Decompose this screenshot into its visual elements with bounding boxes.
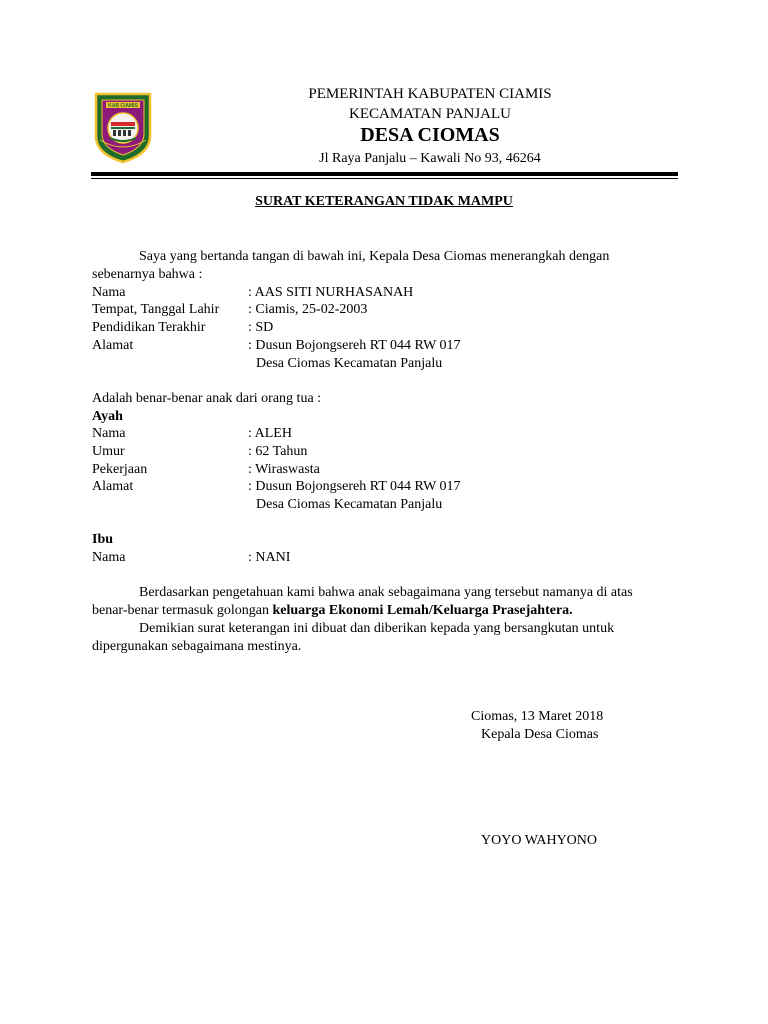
father-address-value-1: : Dusun Bojongsereh RT 044 RW 017 <box>248 479 461 494</box>
parents-intro: Adalah benar-benar anak dari orang tua : <box>92 391 322 406</box>
closing-p1-bold-text: keluarga Ekonomi Lemah/Keluarga Prasejahtera. <box>272 603 573 618</box>
letterhead-village: DESA CIOMAS <box>360 124 500 146</box>
kabupaten-ciamis-logo <box>94 92 152 164</box>
subject-address-value-1: : Dusun Bojongsereh RT 044 RW 017 <box>248 338 461 353</box>
letterhead-district: KECAMATAN PANJALU <box>348 106 511 122</box>
mother-heading: Ibu <box>92 532 114 547</box>
father-job-label: Pekerjaan <box>92 462 148 477</box>
letterhead-divider-thick <box>91 172 678 176</box>
letterhead-address: Jl Raya Panjalu – Kawali No 93, 46264 <box>319 151 541 166</box>
signature-position: Kepala Desa Ciomas <box>481 727 599 742</box>
subject-name-label: Nama <box>92 285 126 300</box>
father-address-label: Alamat <box>92 479 134 494</box>
mother-name-label: Nama <box>92 550 126 565</box>
closing-p1-line-2 <box>92 602 573 619</box>
closing-p1-line-1: Berdasarkan pengetahuan kami bahwa anak sebagaimana yang tersebut namanya di atas <box>139 585 633 600</box>
letterhead-divider-thin <box>91 178 678 179</box>
subject-birth-label: Tempat, Tanggal Lahir <box>92 302 220 317</box>
father-age-value: : 62 Tahun <box>248 444 308 459</box>
father-name-value: : ALEH <box>248 426 292 441</box>
mother-name-value: : NANI <box>248 550 291 565</box>
signature-name: YOYO WAHYONO <box>481 833 598 848</box>
father-name-label: Nama <box>92 426 126 441</box>
intro-line-1: Saya yang bertanda tangan di bawah ini, Kepala Desa Ciomas menerangkah dengan <box>139 249 610 264</box>
father-age-label: Umur <box>92 444 125 459</box>
closing-p2-line-2: dipergunakan sebagaimana mestinya. <box>92 639 302 654</box>
closing-p1-normal-text: benar-benar termasuk golongan <box>92 603 273 618</box>
letter-title: SURAT KETERANGAN TIDAK MAMPU <box>255 194 513 209</box>
father-address-value-2: Desa Ciomas Kecamatan Panjalu <box>256 497 443 512</box>
father-heading: Ayah <box>92 409 123 424</box>
signature-place-date: Ciomas, 13 Maret 2018 <box>471 709 604 724</box>
closing-p2-line-1: Demikian surat keterangan ini dibuat dan diberikan kepada yang bersangkutan untuk <box>139 621 615 636</box>
logo-emblem-text: KAB CIAMIS <box>108 103 138 109</box>
intro-line-2: sebenarnya bahwa : <box>92 267 203 282</box>
subject-address-value-2: Desa Ciomas Kecamatan Panjalu <box>256 356 443 371</box>
letterhead-government: PEMERINTAH KABUPATEN CIAMIS <box>308 86 552 102</box>
father-job-value: : Wiraswasta <box>248 462 320 477</box>
subject-education-value: : SD <box>248 320 274 335</box>
subject-education-label: Pendidikan Terakhir <box>92 320 206 335</box>
subject-birth-value: : Ciamis, 25-02-2003 <box>248 302 368 317</box>
subject-address-label: Alamat <box>92 338 134 353</box>
subject-name-value: : AAS SITI NURHASANAH <box>248 285 414 300</box>
